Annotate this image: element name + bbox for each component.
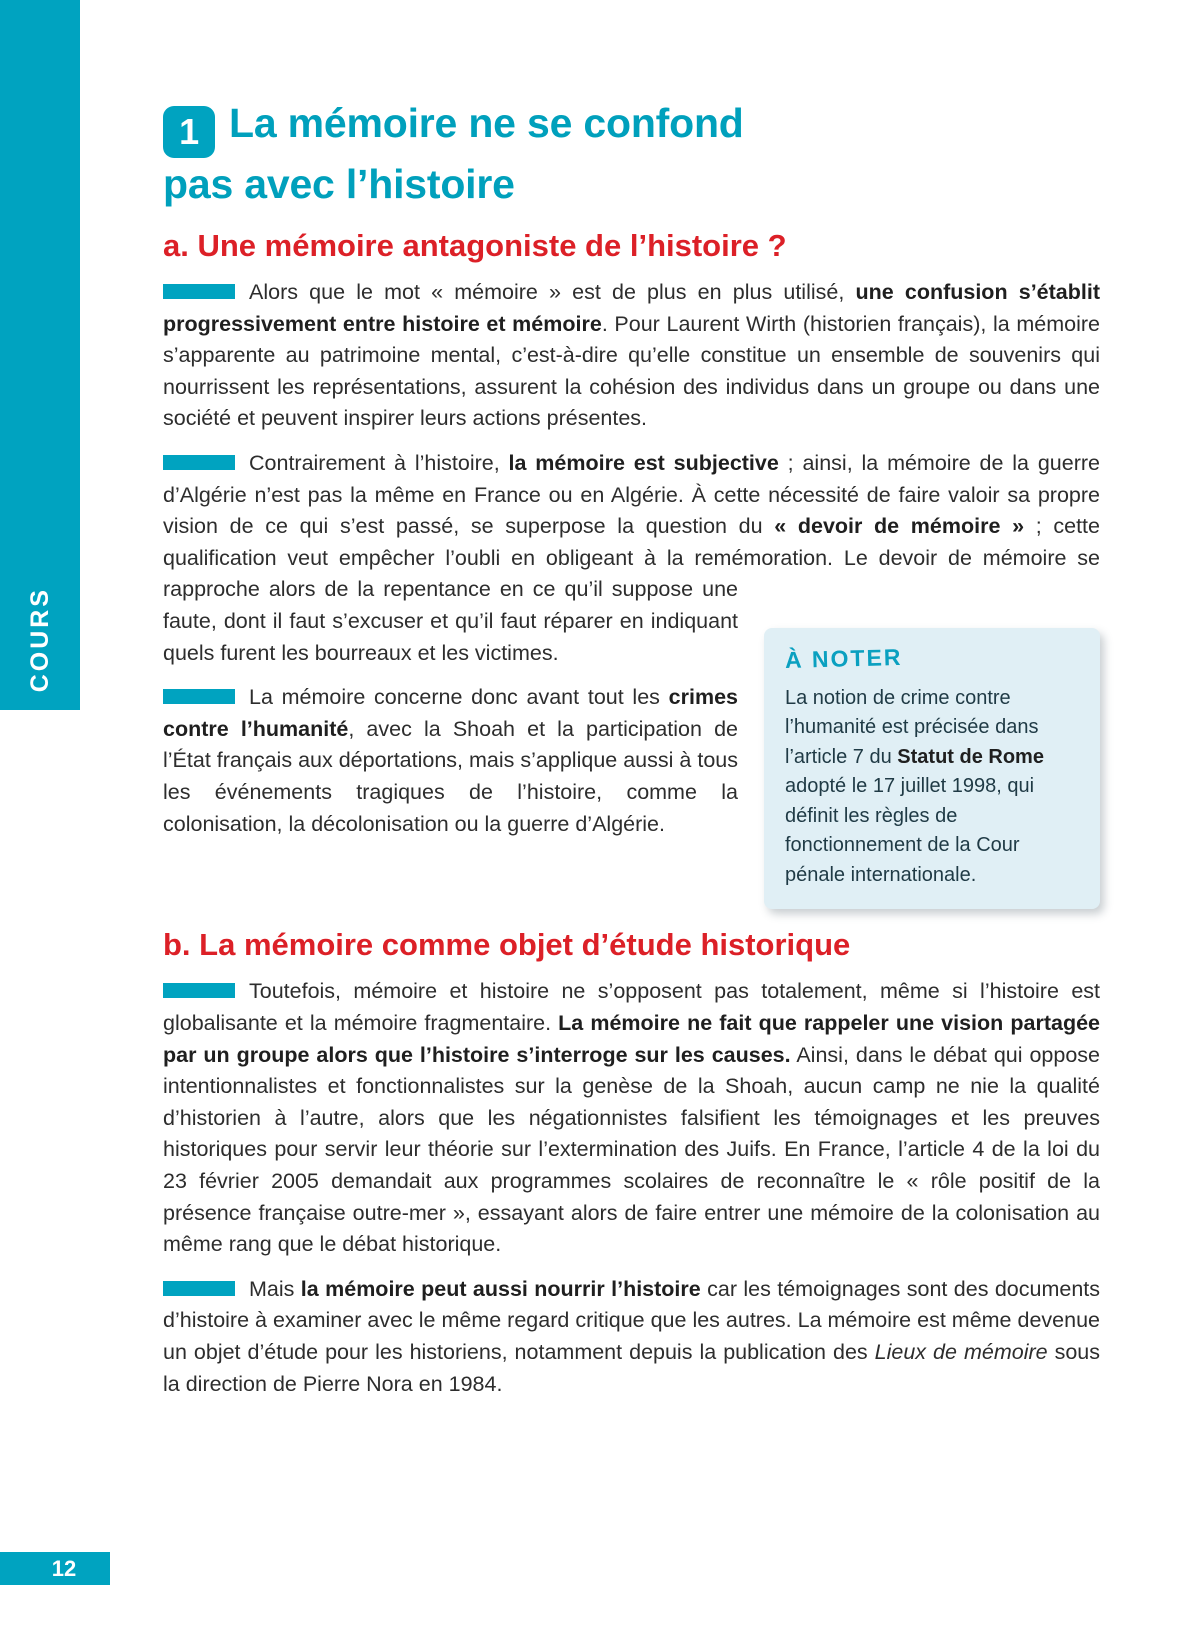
paragraph-5 xyxy=(163,1274,1100,1400)
subheading-a: a. Une mémoire antagoniste de l’histoire ? xyxy=(163,228,787,263)
text-segment: Ainsi, dans le débat qui oppose intentionnalistes et fonctionnalistes sur la genèse de la Shoah, aucun camp ne nie la qualité d’historien à l’autre, alors que les négationnistes falsifient les témoignages et les preuves historiques pour servir leur théorie sur l’extermination des Juifs. En France, l’article 4 de la loi du 23 février 2005 demandait aux programmes scolaires de reconnaître le « rôle positif de la présence française outre-mer », essayant alors de faire entrer une mémoire de la colonisation au même rang que le débat historique. xyxy=(163,1042,1100,1257)
text-segment: Alors que le mot « mémoire » est de plus en plus utilisé, xyxy=(249,280,856,304)
text-segment: sous la direction de Pierre Nora en 1984. xyxy=(163,1339,1101,1396)
section-number: 1 xyxy=(179,111,199,152)
page-number: 12 xyxy=(51,1555,77,1581)
text-segment-bold: la mémoire peut aussi nourrir l’histoire xyxy=(300,1276,701,1301)
section-title xyxy=(163,97,1100,211)
page-number-badge xyxy=(0,1552,110,1585)
text-segment: Toutefois, mémoire et histoire ne s’opposent pas totalement, même si l’histoire est globalisante et la mémoire fragmentaire. xyxy=(163,979,1100,1036)
paragraph-4 xyxy=(163,976,1100,1260)
text-segment: . Pour Laurent Wirth (historien français), la mémoire s’apparente au patrimoine mental, c’est-à-dire qu’elle constitue un ensemble de souvenirs qui nourrissent les représentations, assurent la cohésion des individus dans un groupe ou dans une société et peuvent inspirer leurs actions présentes. xyxy=(163,311,1100,431)
text-segment-bold: « devoir de mémoire » xyxy=(774,514,1025,539)
note-body xyxy=(785,684,1079,891)
main-content xyxy=(163,0,1100,1413)
cours-label: COURS xyxy=(25,586,54,692)
section-title-line2: pas avec l’histoire xyxy=(163,161,515,207)
section-number-badge xyxy=(163,106,215,158)
text-segment: La notion de crime contre l’humanité est précisée dans l’article 7 du xyxy=(785,686,1039,768)
text-segment: , avec la Shoah et la participation de l’État français aux déportations, mais s’applique aussi à tous les événements tragiques de l’histoire, comme la colonisation, la décolonisation ou la guerre d’Algérie. xyxy=(163,716,738,836)
text-segment-italic: Lieux de mémoire xyxy=(874,1339,1048,1364)
text-segment-bold: La mémoire ne fait que rappeler une vision partagée par un groupe alors que l’histoire s’interroge sur les causes. xyxy=(163,1011,1100,1067)
text-segment-bold: Statut de Rome xyxy=(897,745,1044,768)
bullet-bar xyxy=(163,455,235,470)
bullet-bar xyxy=(163,983,235,998)
text-segment: car les témoignages sont des documents d’histoire à examiner avec le même regard critique que les autres. La mémoire est même devenue un objet d’étude pour les historiens, notamment depuis la publication des xyxy=(163,1276,1101,1364)
text-segment-bold: la mémoire est subjective xyxy=(508,450,779,475)
paragraph-1 xyxy=(163,277,1100,435)
bullet-bar xyxy=(163,284,235,299)
text-segment: ce qu’il suppose une faute, dont il faut s’excuser et qu’il faut réparer en indiquant quels furent les bourreaux et les victimes. xyxy=(163,577,738,665)
bullet-bar xyxy=(163,689,235,704)
text-segment: Mais xyxy=(249,1276,301,1301)
text-segment: La mémoire concerne donc avant tout les xyxy=(249,685,669,710)
text-segment: Contrairement à l’histoire, xyxy=(249,450,509,475)
text-segment: ; cette qualification veut empêcher l’oubli en obligeant à la remémoration. Le devoir de mémoire se rapproche alors de la repentance en xyxy=(163,514,1100,602)
subheading-b: b. La mémoire comme objet d’étude historique xyxy=(163,927,851,963)
cours-side-tab xyxy=(0,0,80,710)
text-segment: adopté le 17 juillet 1998, qui définit les règles de fonctionnement de la Cour pénale internationale. xyxy=(785,775,1035,886)
section-title-line1: La mémoire ne se confond xyxy=(229,100,744,146)
note-box xyxy=(764,628,1100,909)
text-segment-bold: crimes contre l’humanité xyxy=(163,685,738,741)
bullet-bar xyxy=(163,1281,235,1296)
text-segment-bold: une confusion s’établit progressivement entre histoire et mémoire xyxy=(163,280,1100,336)
note-title: À NOTER xyxy=(784,644,903,674)
text-segment: ; ainsi, la mémoire de la guerre d’Algérie n’est pas la même en France ou en Algérie. À cette nécessité de faire valoir sa propre vision de ce qui s’est passé, se superpose la question du xyxy=(163,450,1100,539)
